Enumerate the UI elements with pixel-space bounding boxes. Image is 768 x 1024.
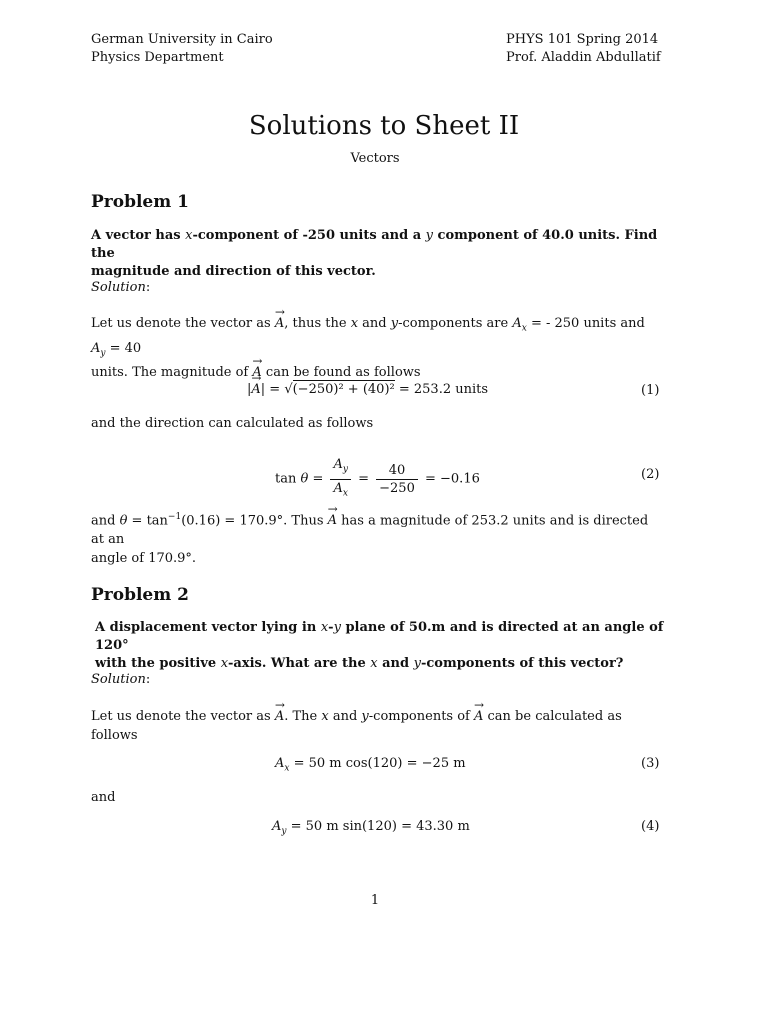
problem-1-conclusion: and $\theta = \tan^{-1}(0.16) = 170.9^\circ$. Thus → A has a magnitude of 253.2 units and is directed at an angle of 170.9°. (91, 508, 661, 568)
problem-2-solution-label: Solution: (91, 672, 151, 687)
problem-2-heading: Problem 2 (91, 585, 189, 605)
equation-3-number: (3) (641, 756, 660, 771)
university-name: German University in Cairo (91, 32, 273, 47)
equation-4-number: (4) (641, 819, 660, 834)
page-title: Solutions to Sheet II (248, 111, 520, 141)
problem-1-solution-label: Solution: (91, 280, 151, 295)
page-number: 1 (370, 893, 380, 908)
equation-2-number: (2) (641, 467, 660, 482)
and-text: and (91, 790, 116, 805)
problem-1-statement: A vector has x-component of -250 units and a y component of 40.0 units. Find the magnitude and direction of this vector. (91, 228, 658, 279)
problem-1-mid-text: and the direction can calculated as follows (91, 416, 374, 431)
equation-1: |→ A| = √(−250)² + (40)² = 253.2 units (247, 382, 488, 397)
equation-1-number: (1) (641, 383, 660, 398)
professor-name: Prof. Aladdin Abdullatif (506, 50, 661, 65)
equation-3: $A_x = 50$ m cos(120) = −25 m (275, 756, 466, 774)
equation-4: $A_y = 50$ m sin(120) = 43.30 m (272, 819, 470, 837)
problem-2-paragraph-1: Let us denote the vector as → A. The x and y-components of → A can be calculated as follows (91, 707, 661, 745)
department-name: Physics Department (91, 50, 224, 65)
problem-1-paragraph-1: Let us denote the vector as → A, thus the x and y-components are $A_x$ = - 250 units and $A_y = 40$ units. The magnitude of → A can be found as follows (91, 314, 661, 382)
page-subtitle: Vectors (350, 151, 400, 166)
problem-1-heading: Problem 1 (91, 192, 189, 212)
header-right (506, 31, 661, 67)
header-left (91, 31, 273, 67)
equation-2: tan θ = $\frac{A_y}{A_x}$ = $\frac{40}{-250}$ = −0.16 (275, 457, 480, 499)
course-name: PHYS 101 Spring 2014 (506, 32, 659, 47)
problem-2-statement: A displacement vector lying in x-y plane of 50.m and is directed at an angle of 120° with the positive x-axis. What are the x and y-components of this vector? (95, 620, 664, 671)
